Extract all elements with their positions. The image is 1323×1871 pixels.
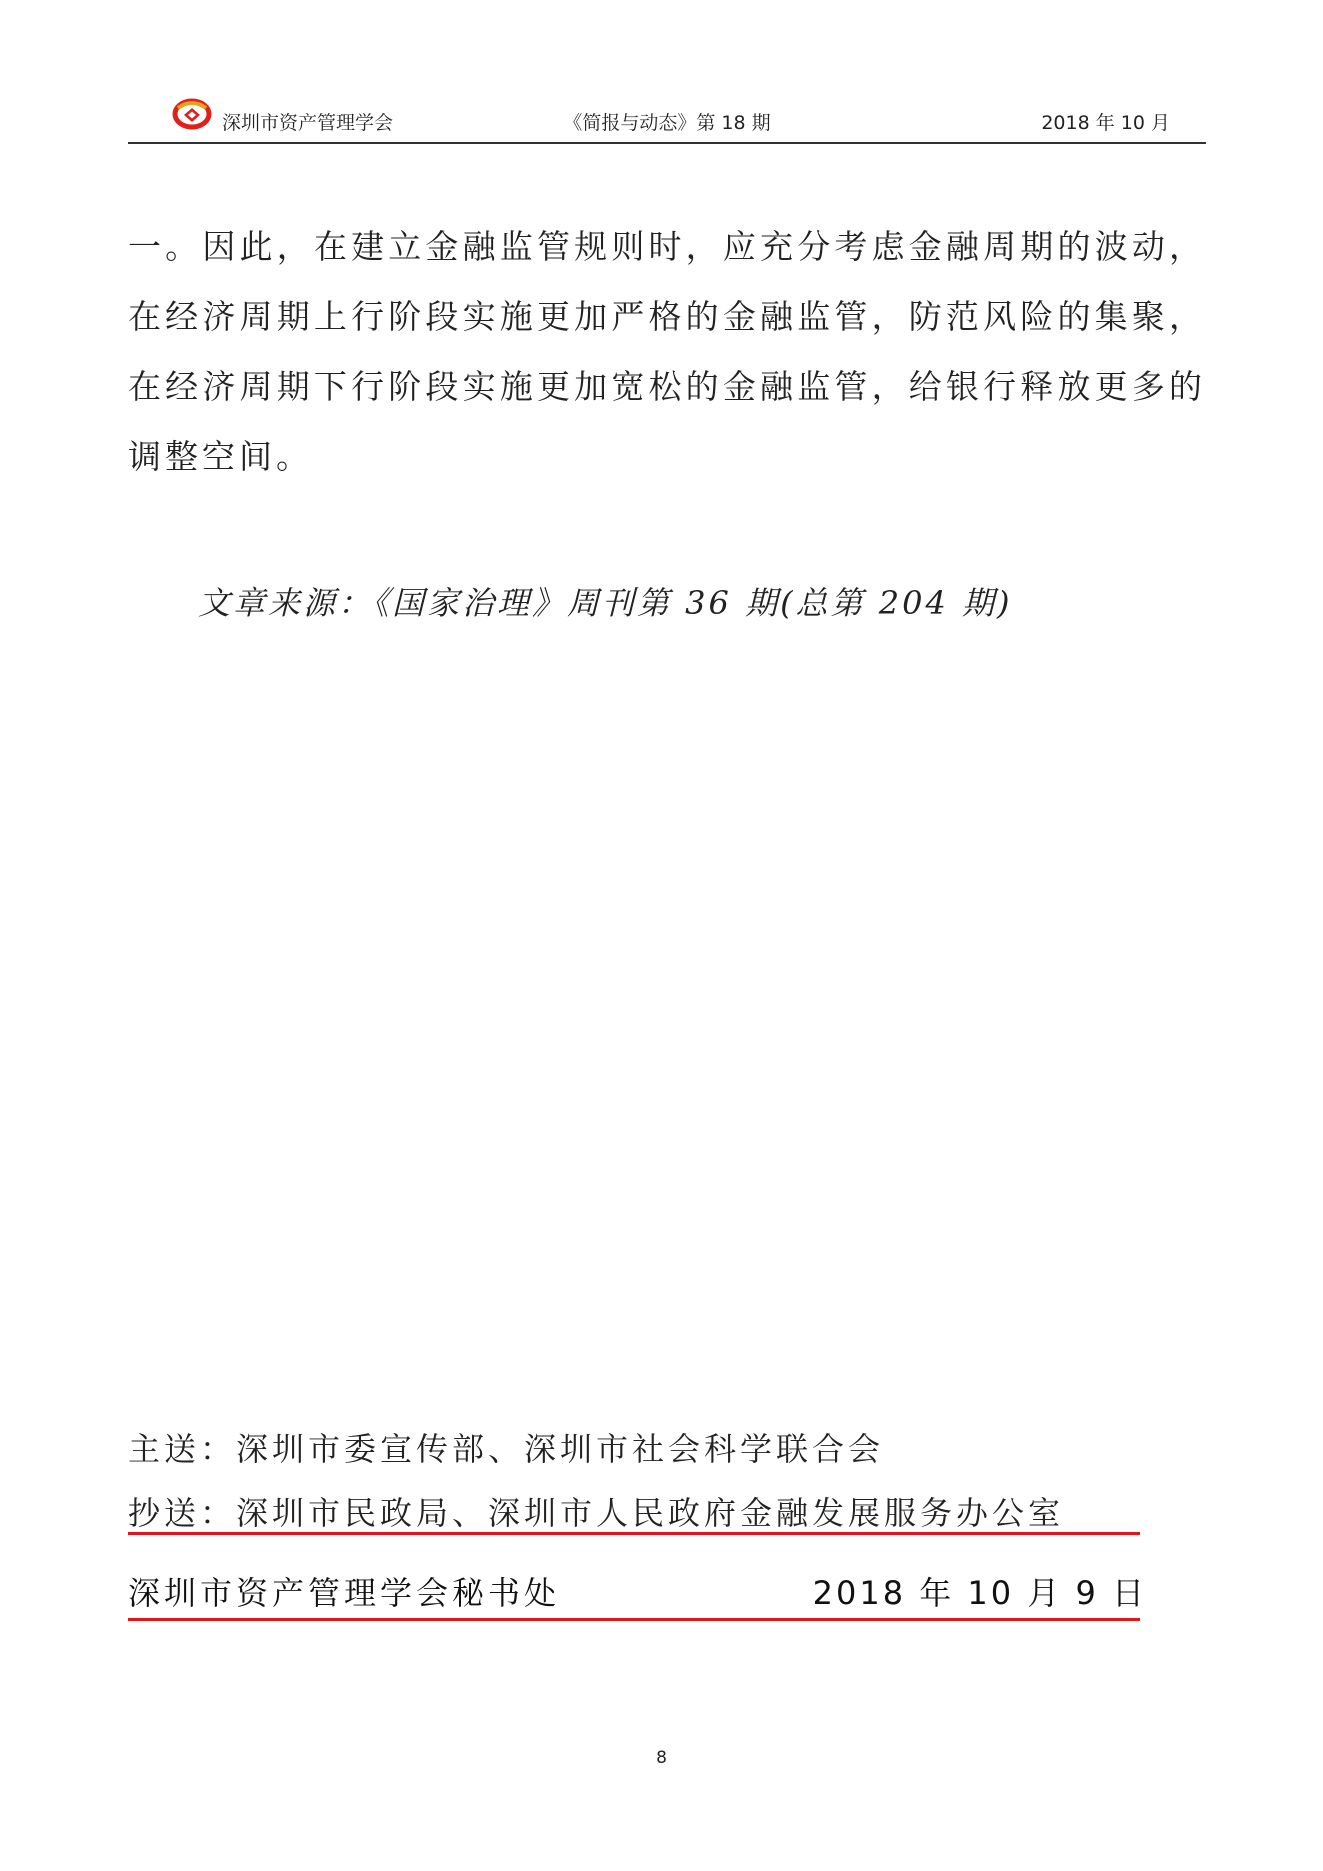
issuer-name: 深圳市资产管理学会秘书处 <box>128 1574 561 1612</box>
header-date: 2018 年 10 月 <box>1041 112 1170 134</box>
page-number: 8 <box>656 1748 667 1768</box>
article-source: 文章来源：《国家治理》周刊第 36 期(总第 204 期) <box>198 584 1013 622</box>
issue-date: 2018 年 10 月 9 日 <box>812 1574 1147 1612</box>
red-divider-top <box>128 1532 1140 1535</box>
main-recipients: 主送：深圳市委宣传部、深圳市社会科学联合会 <box>128 1430 885 1468</box>
cc-recipients: 抄送：深圳市民政局、深圳市人民政府金融发展服务办公室 <box>128 1494 1065 1532</box>
body-paragraph: 一。因此，在建立金融监管规则时，应充分考虑金融周期的波动，在经济周期上行阶段实施更加严格的金融监管，防范风险的集聚，在经济周期下行阶段实施更加宽松的金融监管，给银行释放更多的调整空间。 <box>128 227 1206 476</box>
page-header <box>128 86 1206 144</box>
red-divider-bottom <box>128 1618 1140 1621</box>
header-organization: 深圳市资产管理学会 <box>222 112 394 134</box>
header-issue-title: 《简报与动态》第 18 期 <box>563 112 771 134</box>
